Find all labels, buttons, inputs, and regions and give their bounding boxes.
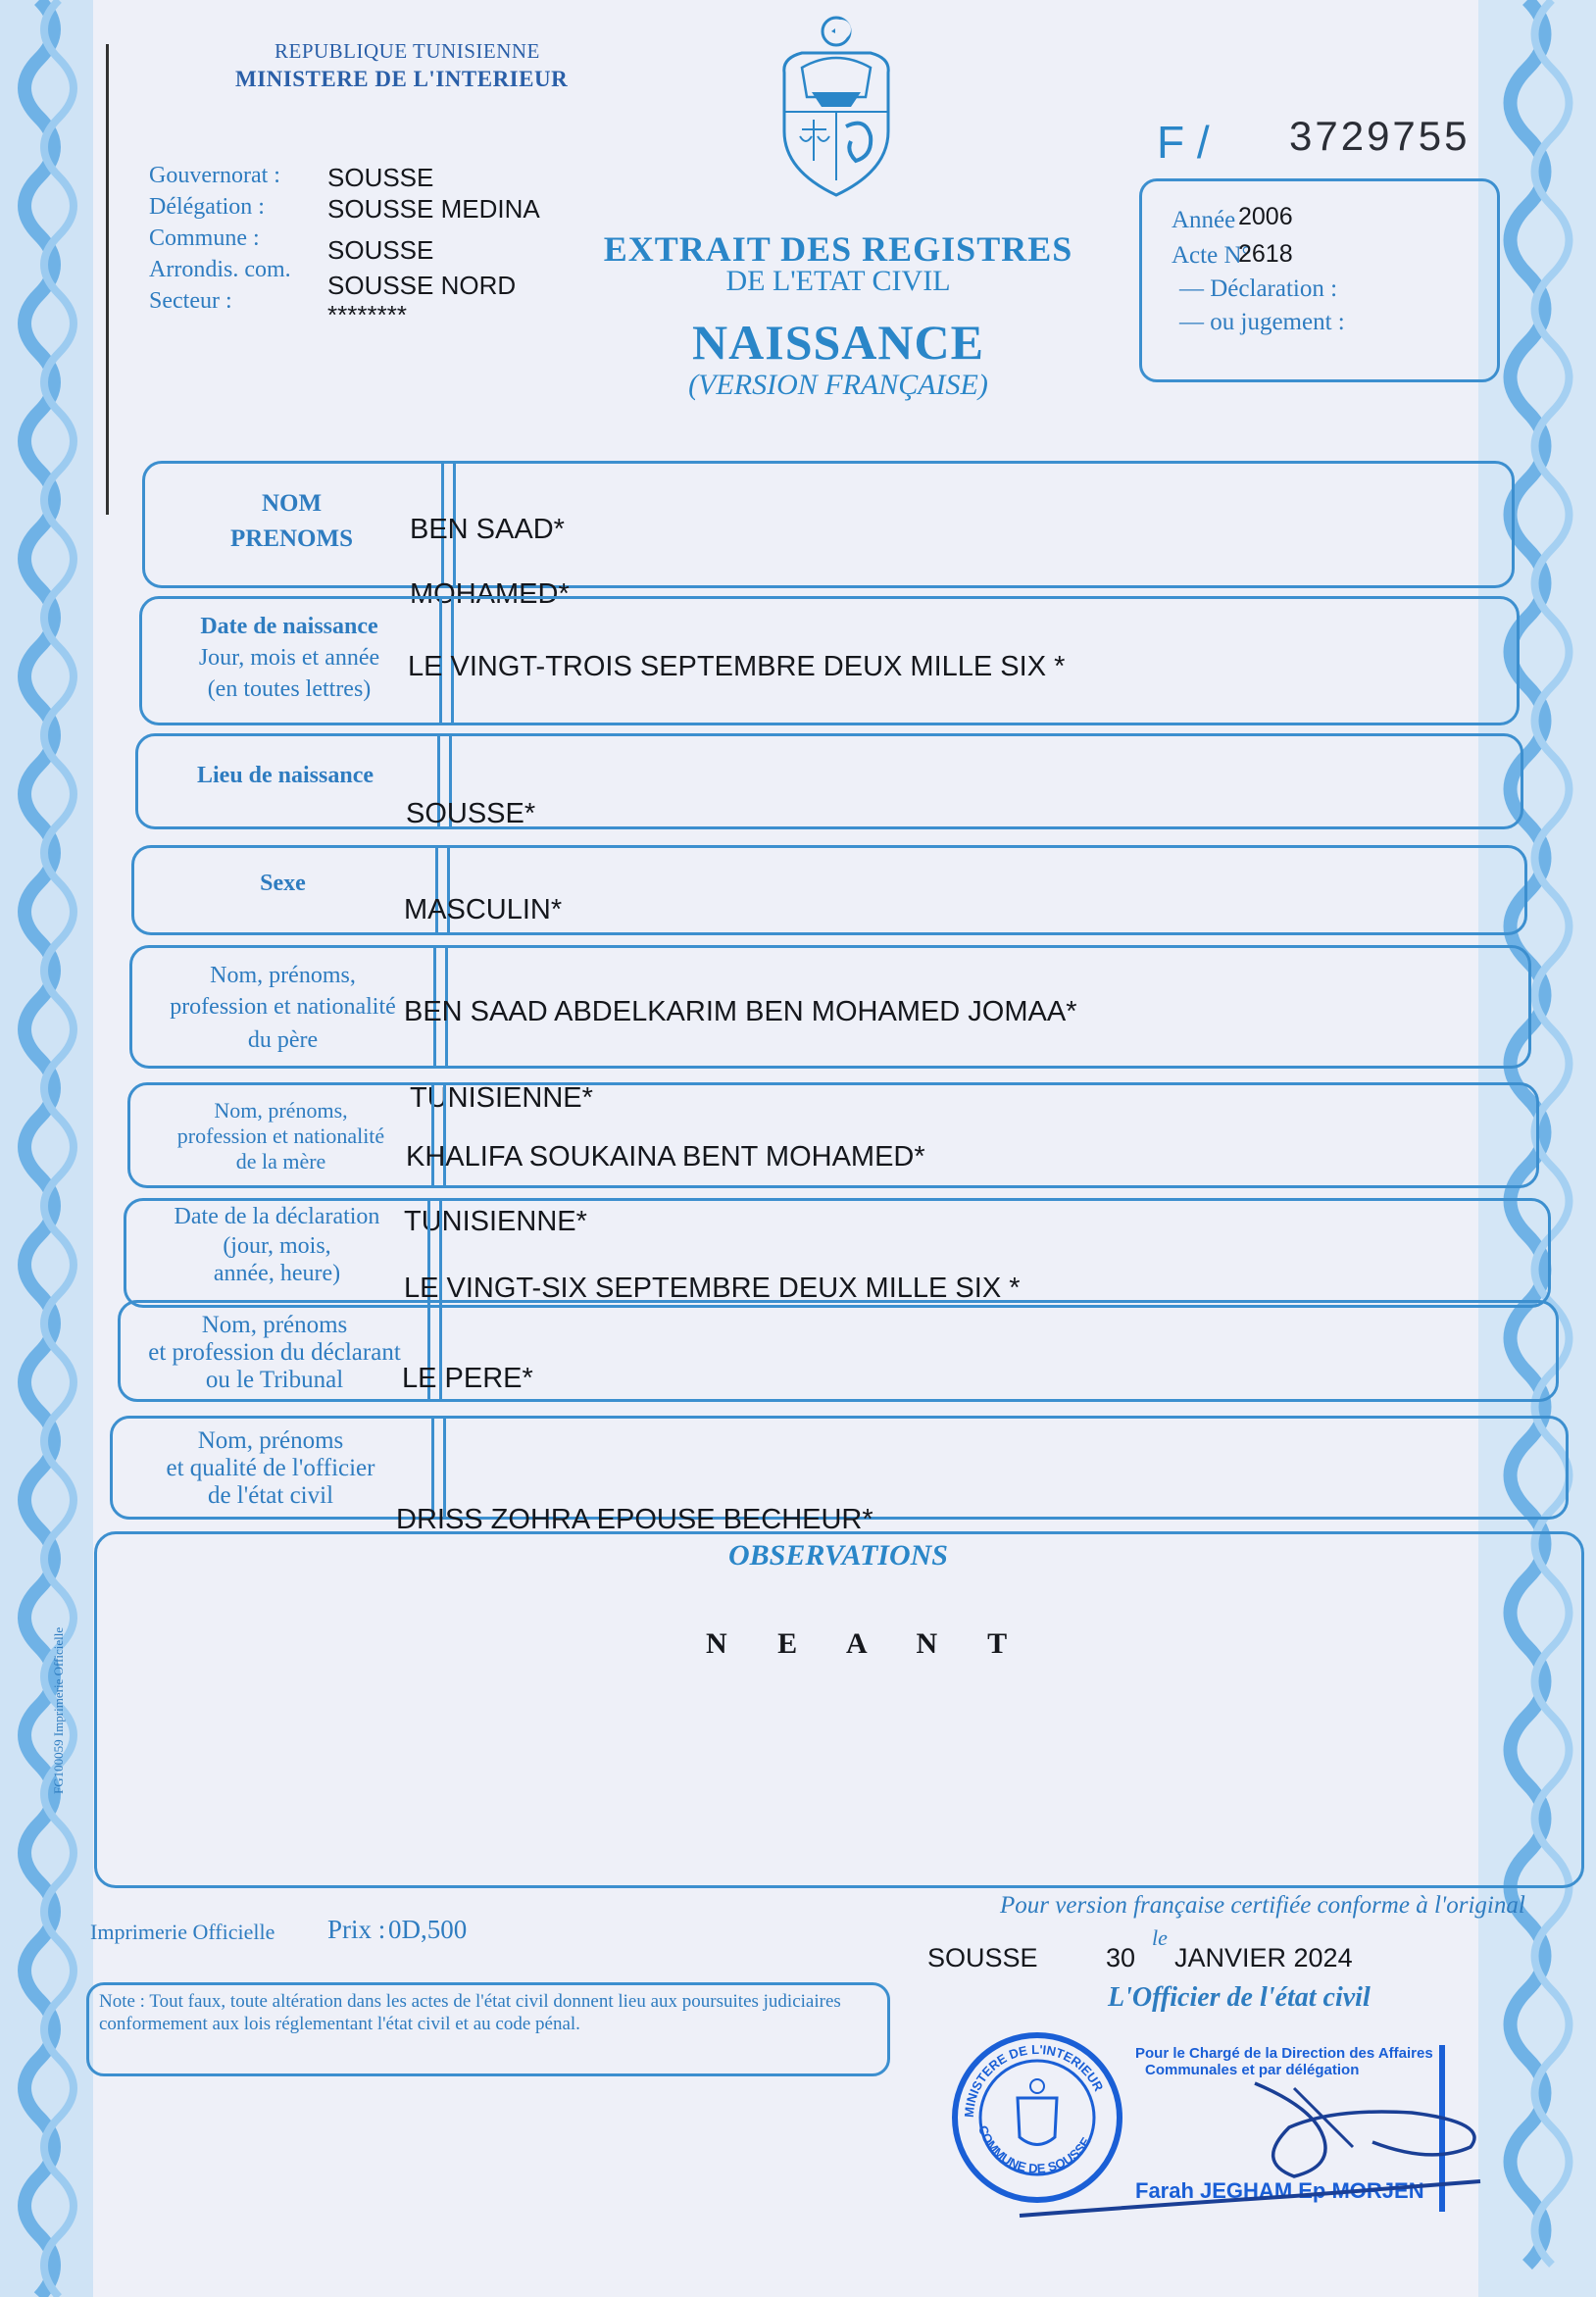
pere-sublabel-2: du père (247, 1027, 319, 1053)
lieu-naissance-label: Lieu de naissance (196, 763, 374, 788)
officier-title: L'Officier de l'état civil (1108, 1982, 1371, 2013)
handwritten-signature (1000, 2069, 1500, 2225)
left-guilloche-border (0, 0, 93, 2297)
pere-label: Nom, prénoms, (210, 963, 356, 988)
pere-nationalite-value: TUNISIENNE* (410, 1082, 593, 1114)
imprimerie-label: Imprimerie Officielle (90, 1920, 275, 1944)
mere-value: KHALIFA SOUKAINA BENT MOHAMED* (406, 1141, 925, 1173)
document-subtitle: DE L'ETAT CIVIL (725, 265, 951, 297)
issue-place: SOUSSE (927, 1943, 1038, 1972)
delegation-label: Délégation : (149, 194, 265, 220)
date-declaration-sublabel: (jour, mois, (223, 1233, 331, 1259)
mere-sublabel: profession et nationalité (176, 1124, 385, 1148)
date-naissance-sublabel-2: (en toutes lettres) (207, 676, 372, 702)
pere-value: BEN SAAD ABDELKARIM BEN MOHAMED JOMAA* (404, 996, 1077, 1027)
declaration-label: — Déclaration : (1179, 275, 1338, 302)
form-code: FG100059 Imprimerie Officielle (51, 1626, 66, 1794)
legal-note: Note : Tout faux, toute altération dans les actes de l'état civil donnent lieu aux poursuites judiciaires conformement aux lois réglementant l'état civil et au code pénal. (99, 1991, 841, 2034)
declarant-sublabel-2: ou le Tribunal (205, 1367, 344, 1393)
stamp-round-bottom: COMMUNE DE SOUSSE (974, 2123, 1094, 2176)
mere-nationalite-value: TUNISIENNE* (404, 1206, 587, 1237)
acte-reference-box (1139, 178, 1500, 382)
sexe-value: MASCULIN* (404, 894, 563, 925)
declarant-value: LE PERE* (402, 1363, 533, 1394)
officier-sublabel: et qualité de l'officier (166, 1455, 375, 1481)
date-declaration-label: Date de la déclaration (174, 1204, 380, 1229)
date-declaration-sublabel-2: année, heure) (213, 1261, 341, 1286)
version-title: (VERSION FRANÇAISE) (688, 369, 988, 401)
acte-value: 2618 (1238, 240, 1293, 268)
officier-sublabel-2: de l'état civil (207, 1482, 334, 1509)
secteur-value: ******** (327, 300, 407, 329)
republic-heading: REPUBLIQUE TUNISIENNE (274, 39, 540, 63)
document-title: EXTRAIT DES REGISTRES (603, 229, 1073, 269)
date-naissance-sublabel: Jour, mois et année (198, 645, 380, 671)
issue-day: 30 (1106, 1943, 1136, 1972)
observations-value: N E A N T (706, 1627, 1029, 1660)
annee-label: Année (1172, 207, 1236, 233)
lieu-naissance-value: SOUSSE* (406, 798, 536, 829)
sexe-label: Sexe (260, 871, 306, 896)
issue-month-year: JANVIER 2024 (1174, 1943, 1353, 1972)
date-naissance-value: LE VINGT-TROIS SEPTEMBRE DEUX MILLE SIX * (408, 651, 1066, 682)
issue-le: le (1152, 1925, 1168, 1950)
officier-value: DRISS ZOHRA EPOUSE BECHEUR* (396, 1504, 873, 1535)
declarant-sublabel: et profession du déclarant (148, 1339, 401, 1366)
stamp-line-1: Pour le Chargé de la Direction des Affaires (1135, 2045, 1433, 2062)
stamp-signer: Farah JEGHAM Ep MORJEN (1135, 2178, 1424, 2203)
prix-label: Prix : (327, 1915, 386, 1944)
secteur-label: Secteur : (149, 288, 232, 314)
tunisia-coat-of-arms-icon (773, 14, 900, 200)
observations-title: OBSERVATIONS (728, 1539, 948, 1572)
prix-value: 0D,500 (388, 1915, 468, 1944)
ministry-heading: MINISTERE DE L'INTERIEUR (235, 67, 569, 91)
legal-note-box (86, 1982, 890, 2076)
serial-prefix: F / (1157, 117, 1210, 168)
stamp-round-text: MINISTERE DE L'INTERIEUR (961, 2041, 1107, 2119)
nom-value: BEN SAAD* (410, 514, 565, 545)
acte-label: Acte N° (1172, 242, 1252, 269)
arrondissement-label: Arrondis. com. (149, 257, 291, 282)
prenom-value: MOHAMED* (410, 578, 570, 610)
commune-value: SOUSSE (327, 235, 434, 265)
date-naissance-label: Date de naissance (200, 614, 378, 639)
date-declaration-value: LE VINGT-SIX SEPTEMBRE DEUX MILLE SIX * (404, 1273, 1021, 1304)
pere-sublabel: profession et nationalité (170, 994, 396, 1020)
annee-value: 2006 (1238, 203, 1293, 230)
margin-line (106, 44, 109, 515)
gouvernorat-label: Gouvernorat : (149, 163, 280, 188)
row-nom (142, 461, 1515, 588)
gouvernorat-value: SOUSSE (327, 163, 434, 192)
arrondissement-value: SOUSSE NORD (327, 271, 517, 300)
certification-note: Pour version française certifiée conforme à l'original (1000, 1892, 1525, 1919)
observations-box (94, 1531, 1584, 1888)
mere-sublabel-2: de la mère (235, 1149, 326, 1173)
mere-label: Nom, prénoms, (214, 1098, 348, 1123)
serial-number: 3729755 (1289, 113, 1471, 159)
commune-label: Commune : (149, 225, 260, 251)
declarant-label: Nom, prénoms (201, 1312, 348, 1338)
delegation-value: SOUSSE MEDINA (327, 194, 540, 224)
jugement-label: — ou jugement : (1179, 309, 1345, 335)
officier-label: Nom, prénoms (197, 1427, 344, 1454)
prenoms-label: PRENOMS (230, 525, 353, 552)
nom-label: NOM (261, 490, 323, 517)
document-type-title: NAISSANCE (692, 315, 984, 370)
stamp-line-2: Communales et par délégation (1145, 2062, 1360, 2078)
